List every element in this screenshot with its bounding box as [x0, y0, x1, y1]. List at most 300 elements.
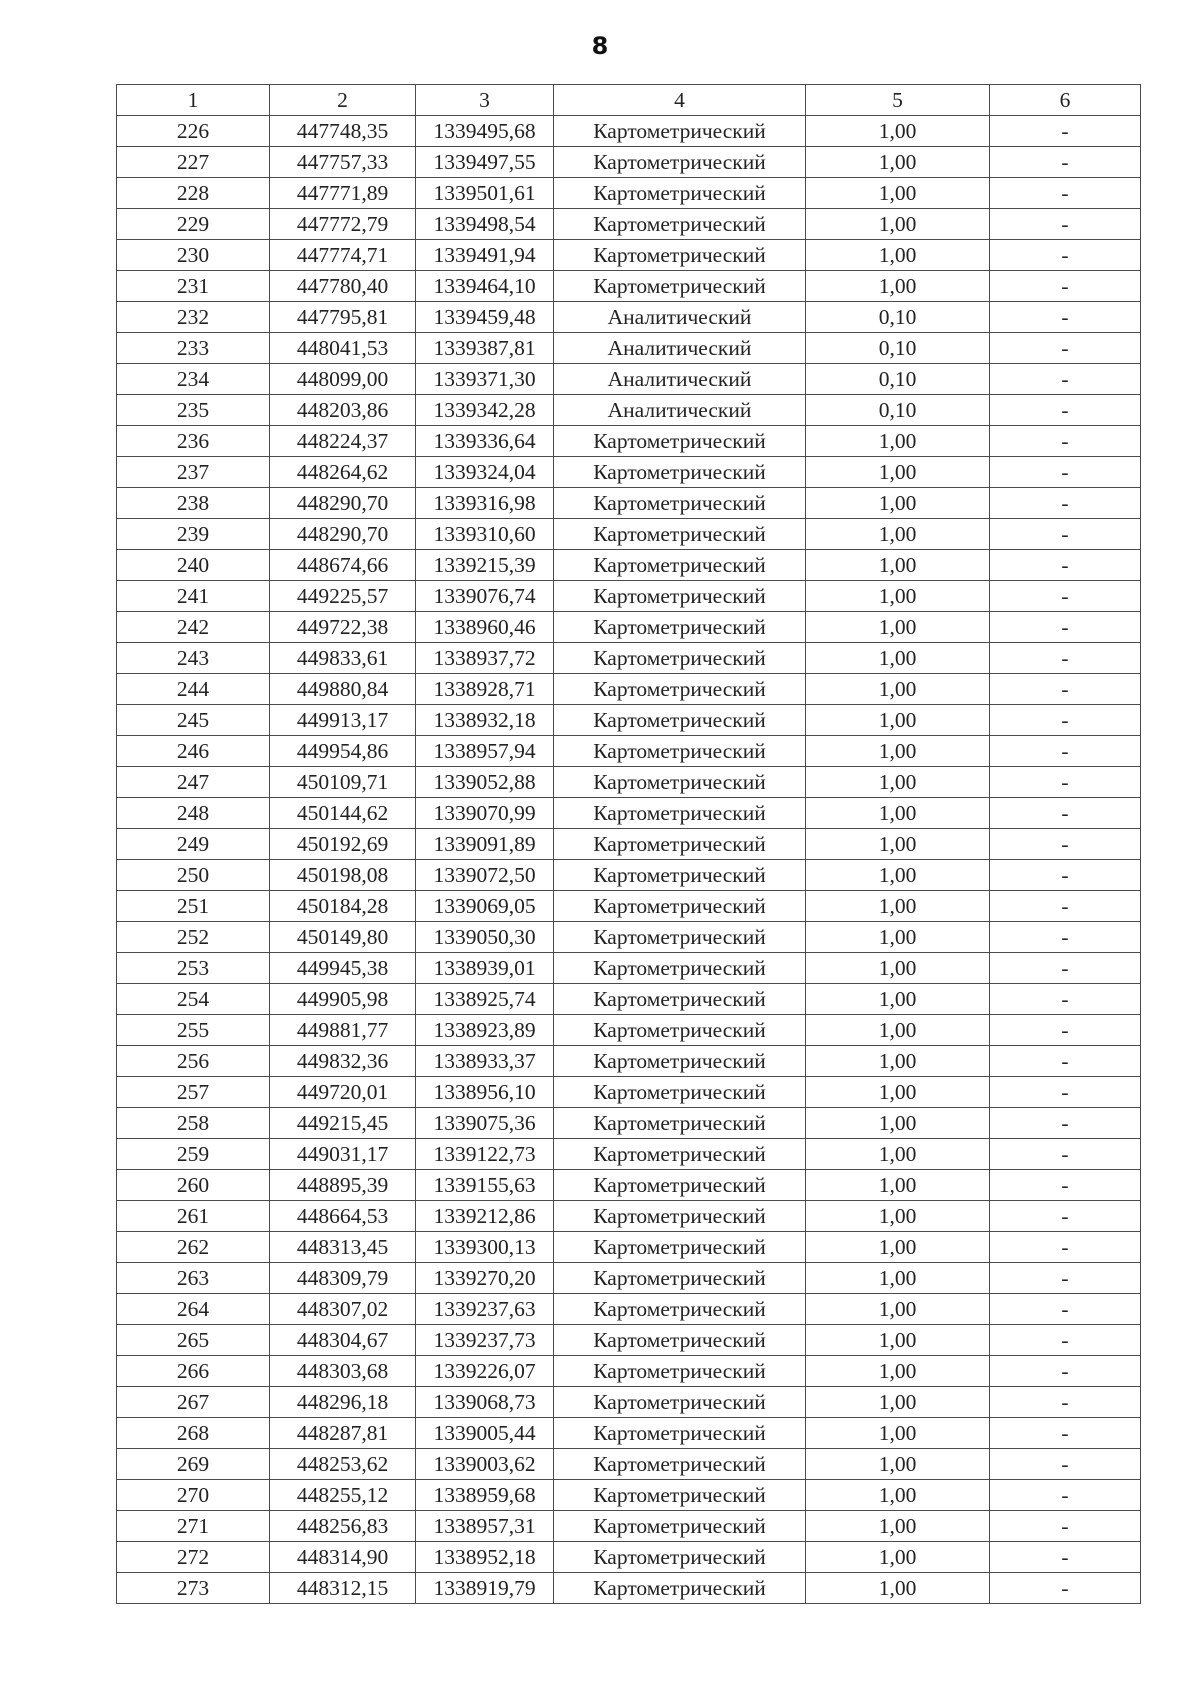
table-row — [117, 147, 1141, 178]
note-cell: - — [990, 1356, 1141, 1387]
x-coordinate-cell: 450192,69 — [270, 829, 416, 860]
x-coordinate-cell: 449905,98 — [270, 984, 416, 1015]
point-number-cell: 230 — [117, 240, 270, 271]
accuracy-cell: 1,00 — [806, 581, 990, 612]
point-number-cell: 261 — [117, 1201, 270, 1232]
point-number-cell: 232 — [117, 302, 270, 333]
method-cell: Картометрический — [554, 1201, 806, 1232]
x-coordinate-cell: 448099,00 — [270, 364, 416, 395]
method-cell: Картометрический — [554, 488, 806, 519]
method-cell: Аналитический — [554, 302, 806, 333]
table-row — [117, 1418, 1141, 1449]
note-cell: - — [990, 891, 1141, 922]
y-coordinate-cell: 1338933,37 — [416, 1046, 554, 1077]
x-coordinate-cell: 448664,53 — [270, 1201, 416, 1232]
note-cell: - — [990, 860, 1141, 891]
x-coordinate-cell: 448296,18 — [270, 1387, 416, 1418]
note-cell: - — [990, 1418, 1141, 1449]
point-number-cell: 247 — [117, 767, 270, 798]
method-cell: Картометрический — [554, 1387, 806, 1418]
y-coordinate-cell: 1338956,10 — [416, 1077, 554, 1108]
x-coordinate-cell: 449954,86 — [270, 736, 416, 767]
x-coordinate-cell: 447795,81 — [270, 302, 416, 333]
method-cell: Картометрический — [554, 581, 806, 612]
point-number-cell: 245 — [117, 705, 270, 736]
accuracy-cell: 1,00 — [806, 271, 990, 302]
note-cell: - — [990, 1015, 1141, 1046]
x-coordinate-cell: 447772,79 — [270, 209, 416, 240]
table-row — [117, 1263, 1141, 1294]
y-coordinate-cell: 1339155,63 — [416, 1170, 554, 1201]
y-coordinate-cell: 1338960,46 — [416, 612, 554, 643]
table-row — [117, 550, 1141, 581]
method-cell: Аналитический — [554, 395, 806, 426]
y-coordinate-cell: 1338923,89 — [416, 1015, 554, 1046]
note-cell: - — [990, 705, 1141, 736]
accuracy-cell: 1,00 — [806, 1263, 990, 1294]
method-cell: Картометрический — [554, 1573, 806, 1604]
accuracy-cell: 0,10 — [806, 333, 990, 364]
point-number-cell: 237 — [117, 457, 270, 488]
point-number-cell: 269 — [117, 1449, 270, 1480]
y-coordinate-cell: 1339212,86 — [416, 1201, 554, 1232]
table-row — [117, 984, 1141, 1015]
y-coordinate-cell: 1339072,50 — [416, 860, 554, 891]
x-coordinate-cell: 448224,37 — [270, 426, 416, 457]
accuracy-cell: 1,00 — [806, 1139, 990, 1170]
table-row — [117, 1387, 1141, 1418]
accuracy-cell: 1,00 — [806, 1480, 990, 1511]
method-cell: Картометрический — [554, 1418, 806, 1449]
y-coordinate-cell: 1339316,98 — [416, 488, 554, 519]
table-header-row — [117, 85, 1141, 116]
y-coordinate-cell: 1339300,13 — [416, 1232, 554, 1263]
x-coordinate-cell: 447780,40 — [270, 271, 416, 302]
point-number-cell: 259 — [117, 1139, 270, 1170]
note-cell: - — [990, 984, 1141, 1015]
x-coordinate-cell: 448255,12 — [270, 1480, 416, 1511]
point-number-cell: 246 — [117, 736, 270, 767]
table-row — [117, 1201, 1141, 1232]
y-coordinate-cell: 1338919,79 — [416, 1573, 554, 1604]
table-row — [117, 209, 1141, 240]
method-cell: Картометрический — [554, 1542, 806, 1573]
x-coordinate-cell: 448290,70 — [270, 519, 416, 550]
y-coordinate-cell: 1339005,44 — [416, 1418, 554, 1449]
x-coordinate-cell: 448304,67 — [270, 1325, 416, 1356]
point-number-cell: 249 — [117, 829, 270, 860]
note-cell: - — [990, 395, 1141, 426]
accuracy-cell: 1,00 — [806, 1046, 990, 1077]
accuracy-cell: 1,00 — [806, 1449, 990, 1480]
x-coordinate-cell: 449833,61 — [270, 643, 416, 674]
point-number-cell: 250 — [117, 860, 270, 891]
table-row — [117, 1108, 1141, 1139]
method-cell: Картометрический — [554, 891, 806, 922]
note-cell: - — [990, 1573, 1141, 1604]
note-cell: - — [990, 798, 1141, 829]
method-cell: Картометрический — [554, 1232, 806, 1263]
column-header: 3 — [416, 85, 554, 116]
accuracy-cell: 1,00 — [806, 1356, 990, 1387]
table-row — [117, 798, 1141, 829]
note-cell: - — [990, 581, 1141, 612]
accuracy-cell: 1,00 — [806, 1170, 990, 1201]
table-row — [117, 1542, 1141, 1573]
point-number-cell: 270 — [117, 1480, 270, 1511]
note-cell: - — [990, 1263, 1141, 1294]
y-coordinate-cell: 1339076,74 — [416, 581, 554, 612]
x-coordinate-cell: 450149,80 — [270, 922, 416, 953]
point-number-cell: 239 — [117, 519, 270, 550]
point-number-cell: 251 — [117, 891, 270, 922]
column-header: 6 — [990, 85, 1141, 116]
method-cell: Картометрический — [554, 1325, 806, 1356]
table-row — [117, 1449, 1141, 1480]
method-cell: Картометрический — [554, 705, 806, 736]
x-coordinate-cell: 450198,08 — [270, 860, 416, 891]
accuracy-cell: 0,10 — [806, 302, 990, 333]
note-cell: - — [990, 1387, 1141, 1418]
point-number-cell: 227 — [117, 147, 270, 178]
accuracy-cell: 1,00 — [806, 798, 990, 829]
x-coordinate-cell: 448895,39 — [270, 1170, 416, 1201]
y-coordinate-cell: 1338959,68 — [416, 1480, 554, 1511]
method-cell: Картометрический — [554, 1449, 806, 1480]
accuracy-cell: 1,00 — [806, 1573, 990, 1604]
accuracy-cell: 1,00 — [806, 1077, 990, 1108]
table-row — [117, 736, 1141, 767]
y-coordinate-cell: 1339075,36 — [416, 1108, 554, 1139]
point-number-cell: 235 — [117, 395, 270, 426]
point-number-cell: 228 — [117, 178, 270, 209]
x-coordinate-cell: 448303,68 — [270, 1356, 416, 1387]
y-coordinate-cell: 1338952,18 — [416, 1542, 554, 1573]
x-coordinate-cell: 448314,90 — [270, 1542, 416, 1573]
x-coordinate-cell: 449225,57 — [270, 581, 416, 612]
note-cell: - — [990, 1480, 1141, 1511]
note-cell: - — [990, 147, 1141, 178]
note-cell: - — [990, 1170, 1141, 1201]
note-cell: - — [990, 643, 1141, 674]
method-cell: Картометрический — [554, 798, 806, 829]
x-coordinate-cell: 449945,38 — [270, 953, 416, 984]
accuracy-cell: 1,00 — [806, 457, 990, 488]
accuracy-cell: 1,00 — [806, 1201, 990, 1232]
method-cell: Картометрический — [554, 1108, 806, 1139]
note-cell: - — [990, 1077, 1141, 1108]
table-row — [117, 1294, 1141, 1325]
y-coordinate-cell: 1339497,55 — [416, 147, 554, 178]
table-row — [117, 426, 1141, 457]
x-coordinate-cell: 447774,71 — [270, 240, 416, 271]
y-coordinate-cell: 1339459,48 — [416, 302, 554, 333]
point-number-cell: 266 — [117, 1356, 270, 1387]
x-coordinate-cell: 447771,89 — [270, 178, 416, 209]
table-row — [117, 643, 1141, 674]
accuracy-cell: 1,00 — [806, 240, 990, 271]
accuracy-cell: 1,00 — [806, 612, 990, 643]
method-cell: Картометрический — [554, 612, 806, 643]
x-coordinate-cell: 448203,86 — [270, 395, 416, 426]
table-row — [117, 1356, 1141, 1387]
table-row — [117, 1046, 1141, 1077]
accuracy-cell: 1,00 — [806, 1387, 990, 1418]
method-cell: Картометрический — [554, 674, 806, 705]
table-row — [117, 1139, 1141, 1170]
x-coordinate-cell: 448313,45 — [270, 1232, 416, 1263]
point-number-cell: 240 — [117, 550, 270, 581]
point-number-cell: 267 — [117, 1387, 270, 1418]
note-cell: - — [990, 1511, 1141, 1542]
note-cell: - — [990, 953, 1141, 984]
y-coordinate-cell: 1339052,88 — [416, 767, 554, 798]
point-number-cell: 268 — [117, 1418, 270, 1449]
point-number-cell: 252 — [117, 922, 270, 953]
y-coordinate-cell: 1339003,62 — [416, 1449, 554, 1480]
y-coordinate-cell: 1339491,94 — [416, 240, 554, 271]
note-cell: - — [990, 612, 1141, 643]
note-cell: - — [990, 767, 1141, 798]
y-coordinate-cell: 1339122,73 — [416, 1139, 554, 1170]
x-coordinate-cell: 449215,45 — [270, 1108, 416, 1139]
x-coordinate-cell: 449880,84 — [270, 674, 416, 705]
method-cell: Картометрический — [554, 1015, 806, 1046]
accuracy-cell: 1,00 — [806, 178, 990, 209]
note-cell: - — [990, 302, 1141, 333]
table-row — [117, 1077, 1141, 1108]
y-coordinate-cell: 1338957,94 — [416, 736, 554, 767]
note-cell: - — [990, 1201, 1141, 1232]
x-coordinate-cell: 449881,77 — [270, 1015, 416, 1046]
x-coordinate-cell: 448256,83 — [270, 1511, 416, 1542]
method-cell: Аналитический — [554, 364, 806, 395]
point-number-cell: 231 — [117, 271, 270, 302]
note-cell: - — [990, 1046, 1141, 1077]
x-coordinate-cell: 449720,01 — [270, 1077, 416, 1108]
accuracy-cell: 1,00 — [806, 116, 990, 147]
accuracy-cell: 1,00 — [806, 1511, 990, 1542]
x-coordinate-cell: 450109,71 — [270, 767, 416, 798]
coordinates-table — [116, 84, 1141, 1604]
point-number-cell: 255 — [117, 1015, 270, 1046]
note-cell: - — [990, 1232, 1141, 1263]
method-cell: Картометрический — [554, 1046, 806, 1077]
x-coordinate-cell: 447748,35 — [270, 116, 416, 147]
accuracy-cell: 0,10 — [806, 395, 990, 426]
note-cell: - — [990, 178, 1141, 209]
accuracy-cell: 1,00 — [806, 1542, 990, 1573]
accuracy-cell: 1,00 — [806, 209, 990, 240]
note-cell: - — [990, 1449, 1141, 1480]
note-cell: - — [990, 426, 1141, 457]
table-row — [117, 1480, 1141, 1511]
method-cell: Картометрический — [554, 829, 806, 860]
accuracy-cell: 1,00 — [806, 736, 990, 767]
method-cell: Картометрический — [554, 953, 806, 984]
table-row — [117, 1511, 1141, 1542]
y-coordinate-cell: 1338928,71 — [416, 674, 554, 705]
method-cell: Картометрический — [554, 736, 806, 767]
method-cell: Картометрический — [554, 860, 806, 891]
note-cell: - — [990, 1325, 1141, 1356]
point-number-cell: 248 — [117, 798, 270, 829]
y-coordinate-cell: 1339226,07 — [416, 1356, 554, 1387]
y-coordinate-cell: 1339237,73 — [416, 1325, 554, 1356]
note-cell: - — [990, 116, 1141, 147]
note-cell: - — [990, 519, 1141, 550]
x-coordinate-cell: 447757,33 — [270, 147, 416, 178]
x-coordinate-cell: 448290,70 — [270, 488, 416, 519]
accuracy-cell: 1,00 — [806, 1325, 990, 1356]
y-coordinate-cell: 1339495,68 — [416, 116, 554, 147]
accuracy-cell: 1,00 — [806, 922, 990, 953]
method-cell: Картометрический — [554, 643, 806, 674]
method-cell: Картометрический — [554, 984, 806, 1015]
table-row — [117, 1170, 1141, 1201]
method-cell: Картометрический — [554, 1263, 806, 1294]
point-number-cell: 254 — [117, 984, 270, 1015]
point-number-cell: 236 — [117, 426, 270, 457]
method-cell: Картометрический — [554, 209, 806, 240]
accuracy-cell: 1,00 — [806, 1418, 990, 1449]
note-cell: - — [990, 457, 1141, 488]
method-cell: Картометрический — [554, 1480, 806, 1511]
table-row — [117, 178, 1141, 209]
y-coordinate-cell: 1339069,05 — [416, 891, 554, 922]
table-row — [117, 1015, 1141, 1046]
y-coordinate-cell: 1339091,89 — [416, 829, 554, 860]
method-cell: Картометрический — [554, 1077, 806, 1108]
accuracy-cell: 1,00 — [806, 829, 990, 860]
note-cell: - — [990, 922, 1141, 953]
y-coordinate-cell: 1339387,81 — [416, 333, 554, 364]
point-number-cell: 265 — [117, 1325, 270, 1356]
note-cell: - — [990, 271, 1141, 302]
x-coordinate-cell: 449722,38 — [270, 612, 416, 643]
accuracy-cell: 1,00 — [806, 519, 990, 550]
point-number-cell: 271 — [117, 1511, 270, 1542]
point-number-cell: 242 — [117, 612, 270, 643]
method-cell: Картометрический — [554, 240, 806, 271]
table-row — [117, 302, 1141, 333]
method-cell: Аналитический — [554, 333, 806, 364]
x-coordinate-cell: 448312,15 — [270, 1573, 416, 1604]
point-number-cell: 241 — [117, 581, 270, 612]
table-row — [117, 457, 1141, 488]
table-row — [117, 1232, 1141, 1263]
accuracy-cell: 1,00 — [806, 1108, 990, 1139]
accuracy-cell: 1,00 — [806, 488, 990, 519]
accuracy-cell: 1,00 — [806, 550, 990, 581]
column-header: 2 — [270, 85, 416, 116]
y-coordinate-cell: 1339342,28 — [416, 395, 554, 426]
note-cell: - — [990, 1139, 1141, 1170]
x-coordinate-cell: 449913,17 — [270, 705, 416, 736]
point-number-cell: 238 — [117, 488, 270, 519]
method-cell: Картометрический — [554, 922, 806, 953]
note-cell: - — [990, 550, 1141, 581]
accuracy-cell: 1,00 — [806, 767, 990, 798]
table-row — [117, 953, 1141, 984]
table-row — [117, 891, 1141, 922]
accuracy-cell: 1,00 — [806, 1015, 990, 1046]
point-number-cell: 257 — [117, 1077, 270, 1108]
table-row — [117, 829, 1141, 860]
y-coordinate-cell: 1339371,30 — [416, 364, 554, 395]
point-number-cell: 243 — [117, 643, 270, 674]
point-number-cell: 264 — [117, 1294, 270, 1325]
method-cell: Картометрический — [554, 1139, 806, 1170]
table-row — [117, 612, 1141, 643]
note-cell: - — [990, 209, 1141, 240]
accuracy-cell: 1,00 — [806, 1232, 990, 1263]
method-cell: Картометрический — [554, 178, 806, 209]
x-coordinate-cell: 448264,62 — [270, 457, 416, 488]
y-coordinate-cell: 1339498,54 — [416, 209, 554, 240]
note-cell: - — [990, 1108, 1141, 1139]
y-coordinate-cell: 1339336,64 — [416, 426, 554, 457]
y-coordinate-cell: 1339070,99 — [416, 798, 554, 829]
point-number-cell: 273 — [117, 1573, 270, 1604]
page-number: 8 — [591, 32, 609, 60]
table-row — [117, 581, 1141, 612]
column-header: 4 — [554, 85, 806, 116]
x-coordinate-cell: 449031,17 — [270, 1139, 416, 1170]
method-cell: Картометрический — [554, 767, 806, 798]
method-cell: Картометрический — [554, 116, 806, 147]
table-row — [117, 860, 1141, 891]
method-cell: Картометрический — [554, 1294, 806, 1325]
point-number-cell: 244 — [117, 674, 270, 705]
method-cell: Картометрический — [554, 1170, 806, 1201]
column-header: 1 — [117, 85, 270, 116]
method-cell: Картометрический — [554, 147, 806, 178]
method-cell: Картометрический — [554, 519, 806, 550]
table-body — [117, 116, 1141, 1604]
y-coordinate-cell: 1339270,20 — [416, 1263, 554, 1294]
method-cell: Картометрический — [554, 1356, 806, 1387]
table-row — [117, 767, 1141, 798]
accuracy-cell: 1,00 — [806, 1294, 990, 1325]
method-cell: Картометрический — [554, 550, 806, 581]
note-cell: - — [990, 364, 1141, 395]
x-coordinate-cell: 448674,66 — [270, 550, 416, 581]
point-number-cell: 260 — [117, 1170, 270, 1201]
point-number-cell: 226 — [117, 116, 270, 147]
column-header: 5 — [806, 85, 990, 116]
y-coordinate-cell: 1339068,73 — [416, 1387, 554, 1418]
accuracy-cell: 1,00 — [806, 643, 990, 674]
table-row — [117, 333, 1141, 364]
accuracy-cell: 1,00 — [806, 705, 990, 736]
x-coordinate-cell: 450184,28 — [270, 891, 416, 922]
y-coordinate-cell: 1339310,60 — [416, 519, 554, 550]
y-coordinate-cell: 1338957,31 — [416, 1511, 554, 1542]
accuracy-cell: 1,00 — [806, 984, 990, 1015]
accuracy-cell: 1,00 — [806, 674, 990, 705]
accuracy-cell: 1,00 — [806, 953, 990, 984]
method-cell: Картометрический — [554, 271, 806, 302]
y-coordinate-cell: 1338925,74 — [416, 984, 554, 1015]
table-row — [117, 271, 1141, 302]
note-cell: - — [990, 488, 1141, 519]
note-cell: - — [990, 736, 1141, 767]
x-coordinate-cell: 448287,81 — [270, 1418, 416, 1449]
accuracy-cell: 1,00 — [806, 147, 990, 178]
method-cell: Картометрический — [554, 457, 806, 488]
table-row — [117, 922, 1141, 953]
